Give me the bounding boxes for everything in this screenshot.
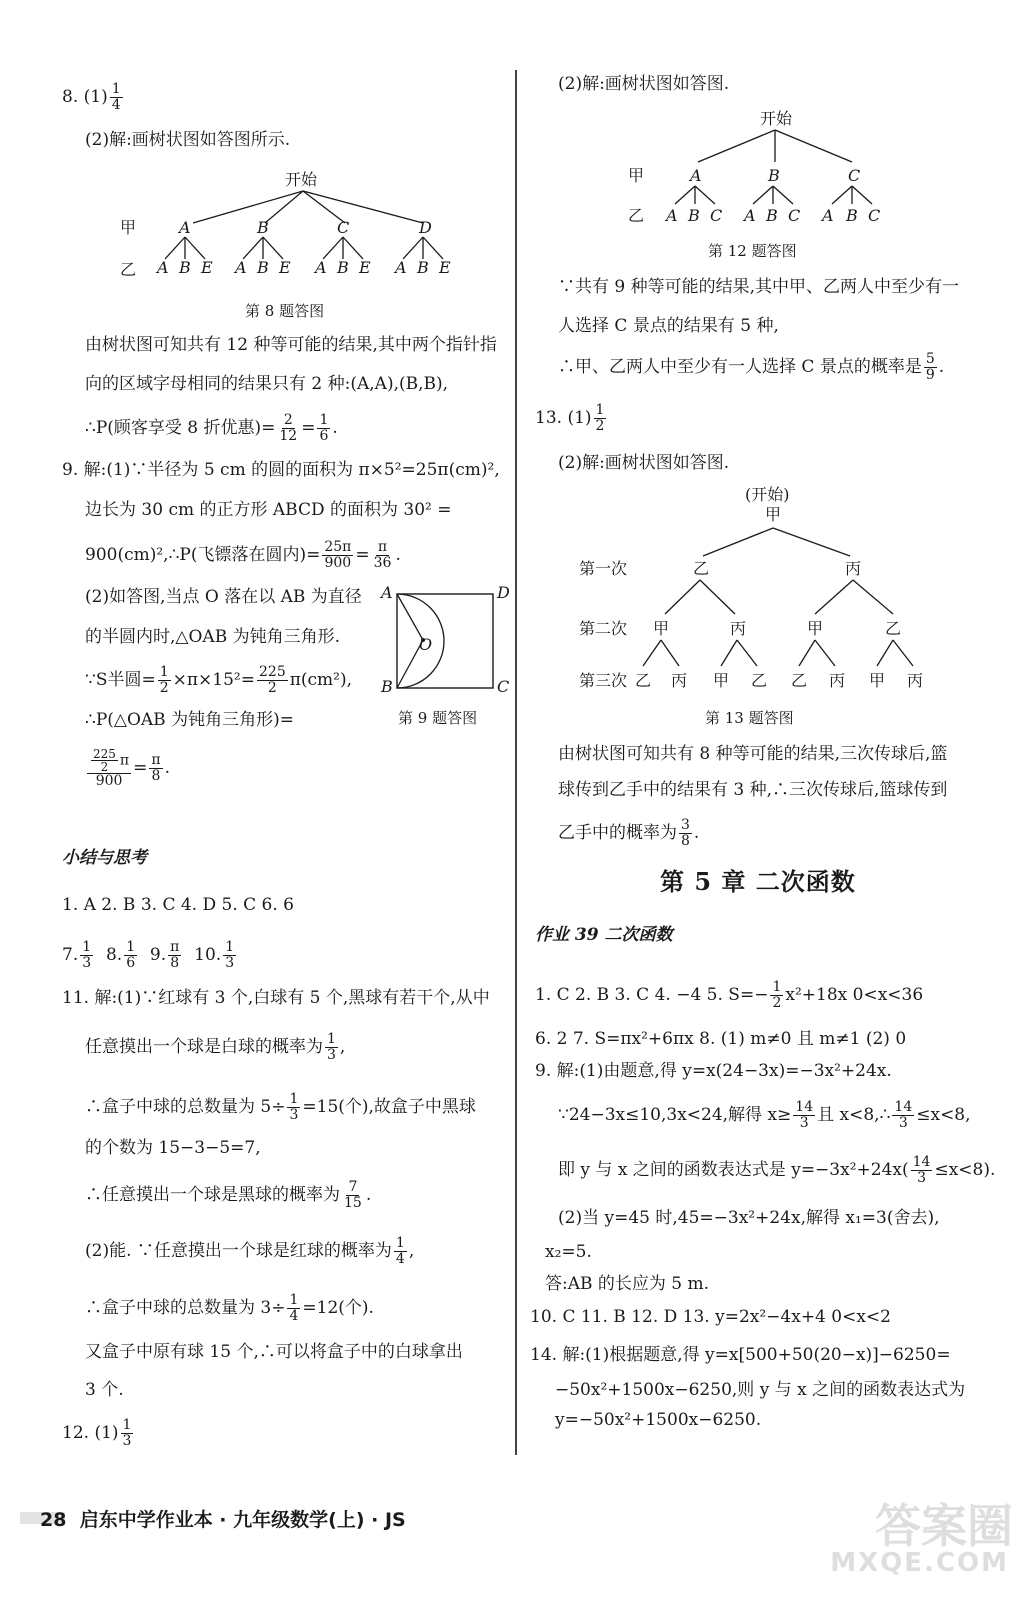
q11-line-d: 的个数为 15−3−5=7, xyxy=(85,1138,261,1158)
q11-line-i: 3 个. xyxy=(85,1380,124,1400)
q11-line-f: (2)能. ∵任意摸出一个球是红球的概率为 $\frac{1}{4}$ , xyxy=(85,1235,415,1267)
svg-text:C: C xyxy=(788,206,801,225)
svg-text:B: B xyxy=(337,258,349,277)
svg-text:第二次: 第二次 xyxy=(579,619,628,638)
svg-text:A: A xyxy=(157,258,169,277)
svg-text:甲: 甲 xyxy=(713,671,730,690)
answers-1-6: 1. A 2. B 3. C 4. D 5. C 6. 6 xyxy=(62,895,294,915)
q11-line-b: 任意摸出一个球是白球的概率为 $\frac{1}{3}$ , xyxy=(85,1031,346,1063)
svg-text:B: B xyxy=(179,258,191,277)
answers-6-8: 6. 2 7. S=πx²+6πx 8. (1) m≠0 且 m≠1 (2) 0 xyxy=(535,1029,907,1049)
answers-7-10: 7. $\frac{1}{3}$ 8. $\frac{1}{6}$ 9. $\frac{\pi}{8}$ 10. $\frac{1}{3}$ xyxy=(62,939,235,971)
svg-text:甲: 甲 xyxy=(653,619,670,638)
book-title: 启东中学作业本 · 九年级数学(上) · JS xyxy=(79,1509,406,1531)
column-divider xyxy=(515,70,517,1455)
tree8-root: 开始 xyxy=(285,170,318,189)
svg-text:乙: 乙 xyxy=(791,671,808,690)
svg-text:D: D xyxy=(497,583,510,602)
q14-line-c: y=−50x²+1500x−6250. xyxy=(555,1410,762,1430)
q11-line-c: ∴盒子中球的总数量为 5÷ $\frac{1}{3}$ =15(个),故盒子中黑球 xyxy=(85,1091,476,1123)
svg-text:B: B xyxy=(257,258,269,277)
svg-text:A: A xyxy=(822,206,834,225)
q9-line-b: 边长为 30 cm 的正方形 ABCD 的面积为 30² = xyxy=(85,500,452,520)
svg-text:(开始): (开始) xyxy=(745,485,790,504)
svg-text:A: A xyxy=(179,218,191,237)
svg-text:B: B xyxy=(688,206,700,225)
svg-text:C: C xyxy=(868,206,881,225)
watermark-url: MXQE.COM xyxy=(830,1548,1009,1578)
tree-diagram-q12 xyxy=(620,106,900,231)
q11-line-e: ∴任意摸出一个球是黑球的概率为 $\frac{7}{15}$ . xyxy=(85,1179,372,1211)
q8-part1: 8. (1) $\frac{1}{4}$ xyxy=(62,81,121,113)
q12-text-b: 人选择 C 景点的结果有 5 种, xyxy=(558,316,779,336)
answers-10-13: 10. C 11. B 12. D 13. y=2x²−4x+4 0<x<2 xyxy=(530,1307,891,1327)
q12-text-a: ∵共有 9 种等可能的结果,其中甲、乙两人中至少有一 xyxy=(558,277,960,297)
q8-text-a: 由树状图可知共有 12 种等可能的结果,其中两个指针指 xyxy=(85,335,497,355)
figure-q9-square xyxy=(375,582,515,697)
svg-text:D: D xyxy=(419,218,432,237)
svg-text:C: C xyxy=(710,206,723,225)
svg-text:C: C xyxy=(497,677,510,696)
svg-text:丙: 丙 xyxy=(730,619,747,638)
svg-text:A: A xyxy=(666,206,678,225)
q9r-line-e: x₂=5. xyxy=(545,1242,592,1262)
svg-text:乙: 乙 xyxy=(751,671,768,690)
svg-text:A: A xyxy=(315,258,327,277)
q14-line-b: −50x²+1500x−6250,则 y 与 x 之间的函数表达式为 xyxy=(555,1380,966,1400)
svg-text:丙: 丙 xyxy=(829,671,846,690)
svg-text:乙: 乙 xyxy=(693,559,710,578)
tree-diagram-q8 xyxy=(105,165,475,290)
chapter-title: 第 5 章 二次函数 xyxy=(660,867,856,896)
q13-part2: (2)解:画树状图如答图. xyxy=(558,453,730,473)
svg-text:B: B xyxy=(417,258,429,277)
tree8-label-jia: 甲 xyxy=(120,218,137,237)
q9r-line-d: (2)当 y=45 时,45=−3x²+24x,解得 x₁=3(舍去), xyxy=(558,1208,940,1228)
q13-text-c: 乙手中的概率为 $\frac{3}{8}$ . xyxy=(558,817,700,849)
section-homework-39: 作业 39 二次函数 xyxy=(535,925,673,945)
svg-text:E: E xyxy=(439,258,451,277)
svg-text:A: A xyxy=(690,166,702,185)
svg-text:第一次: 第一次 xyxy=(579,559,628,578)
svg-text:O: O xyxy=(419,635,433,654)
svg-text:E: E xyxy=(359,258,371,277)
tree8-label-yi: 乙 xyxy=(120,260,137,279)
q9-line-a: 9. 解:(1)∵半径为 5 cm 的圆的面积为 π×5²=25π(cm)², xyxy=(62,460,500,480)
page-footer xyxy=(40,1505,406,1532)
svg-text:丙: 丙 xyxy=(671,671,688,690)
q9-line-d: (2)如答图,当点 O 落在以 AB 为直径 xyxy=(85,587,362,607)
svg-text:A: A xyxy=(381,583,393,602)
svg-text:乙: 乙 xyxy=(635,671,652,690)
q14-line-a: 14. 解:(1)根据题意,得 y=x[500+50(20−x)]−6250= xyxy=(530,1345,951,1365)
caption-q8: 第 8 题答图 xyxy=(245,302,325,320)
q9-line-g: ∴P(△OAB 为钝角三角形)= xyxy=(85,710,294,730)
q8-text-b: 向的区域字母相同的结果只有 2 种:(A,A),(B,B), xyxy=(85,374,449,394)
svg-text:B: B xyxy=(257,218,269,237)
svg-text:丙: 丙 xyxy=(907,671,924,690)
q11-line-h: 又盒子中原有球 15 个,∴可以将盒子中的白球拿出 xyxy=(85,1342,463,1362)
svg-text:B: B xyxy=(381,677,393,696)
svg-text:甲: 甲 xyxy=(807,619,824,638)
q8-text-c: ∴P(顾客享受 8 折优惠)= $\frac{2}{12}$ = $\frac{1}{6}$ . xyxy=(85,412,338,444)
q9-line-c: 900(cm)²,∴P(飞镖落在圆内)= $\frac{25\pi}{900}$ = $\frac{\pi}{36}$ . xyxy=(85,539,401,571)
tree-diagram-q13 xyxy=(575,482,940,697)
svg-text:A: A xyxy=(395,258,407,277)
caption-q12: 第 12 题答图 xyxy=(708,242,797,260)
svg-text:B: B xyxy=(846,206,858,225)
watermark-logo: 答案圈 xyxy=(875,1499,1013,1553)
svg-text:甲: 甲 xyxy=(765,505,782,524)
tree12-root: 开始 xyxy=(760,109,793,128)
answers-1-5: 1. C 2. B 3. C 4. −4 5. S=− $\frac{1}{2}$ x²+18x 0<x<36 xyxy=(535,979,924,1011)
svg-text:A: A xyxy=(235,258,247,277)
svg-text:乙: 乙 xyxy=(885,619,902,638)
q12-part2: (2)解:画树状图如答图. xyxy=(558,74,730,94)
svg-text:B: B xyxy=(766,206,778,225)
svg-text:A: A xyxy=(744,206,756,225)
q9r-line-c: 即 y 与 x 之间的函数表达式是 y=−3x²+24x( $\frac{14}{3}$ ≤x<8). xyxy=(558,1154,996,1186)
q12-text-c: ∴甲、乙两人中至少有一人选择 C 景点的概率是 $\frac{5}{9}$ . xyxy=(558,351,945,383)
q9-line-h: $\frac{225}{2}$ π 900 = $\frac{\pi}{8}$ . xyxy=(85,748,170,789)
svg-text:甲: 甲 xyxy=(869,671,886,690)
svg-text:C: C xyxy=(337,218,350,237)
svg-text:E: E xyxy=(201,258,213,277)
svg-text:E: E xyxy=(279,258,291,277)
page-number: 28 xyxy=(40,1509,67,1531)
q13-text-a: 由树状图可知共有 8 种等可能的结果,三次传球后,篮 xyxy=(558,744,948,764)
q9r-line-f: 答:AB 的长应为 5 m. xyxy=(545,1274,710,1294)
svg-text:丙: 丙 xyxy=(845,559,862,578)
q11-line-g: ∴盒子中球的总数量为 3÷ $\frac{1}{4}$ =12(个). xyxy=(85,1292,374,1324)
svg-text:甲: 甲 xyxy=(628,166,645,185)
section-summary: 小结与思考 xyxy=(62,848,147,868)
svg-text:第三次: 第三次 xyxy=(579,671,628,690)
q8-part2: (2)解:画树状图如答图所示. xyxy=(85,130,291,150)
svg-text:B: B xyxy=(768,166,780,185)
q9-line-f: ∵S半圆= $\frac{1}{2}$ ×π×15²= $\frac{225}{2}$ π(cm²), xyxy=(85,664,353,696)
q9r-line-a: 9. 解:(1)由题意,得 y=x(24−3x)=−3x²+24x. xyxy=(535,1061,892,1081)
q9-line-e: 的半圆内时,△OAB 为钝角三角形. xyxy=(85,627,340,647)
caption-q9: 第 9 题答图 xyxy=(398,709,478,727)
caption-q13: 第 13 题答图 xyxy=(705,709,794,727)
q13-part1: 13. (1) $\frac{1}{2}$ xyxy=(535,402,605,434)
q11-line-a: 11. 解:(1)∵红球有 3 个,白球有 5 个,黑球有若干个,从中 xyxy=(62,988,490,1008)
q13-text-b: 球传到乙手中的结果有 3 种,∴三次传球后,篮球传到 xyxy=(558,780,948,800)
svg-text:C: C xyxy=(848,166,861,185)
svg-text:乙: 乙 xyxy=(628,206,645,225)
q9r-line-b: ∵24−3x≤10,3x<24,解得 x≥ $\frac{14}{3}$ 且 x<8,∴ $\frac{14}{3}$ ≤x<8, xyxy=(558,1099,971,1131)
q12-part1: 12. (1) $\frac{1}{3}$ xyxy=(62,1417,132,1449)
